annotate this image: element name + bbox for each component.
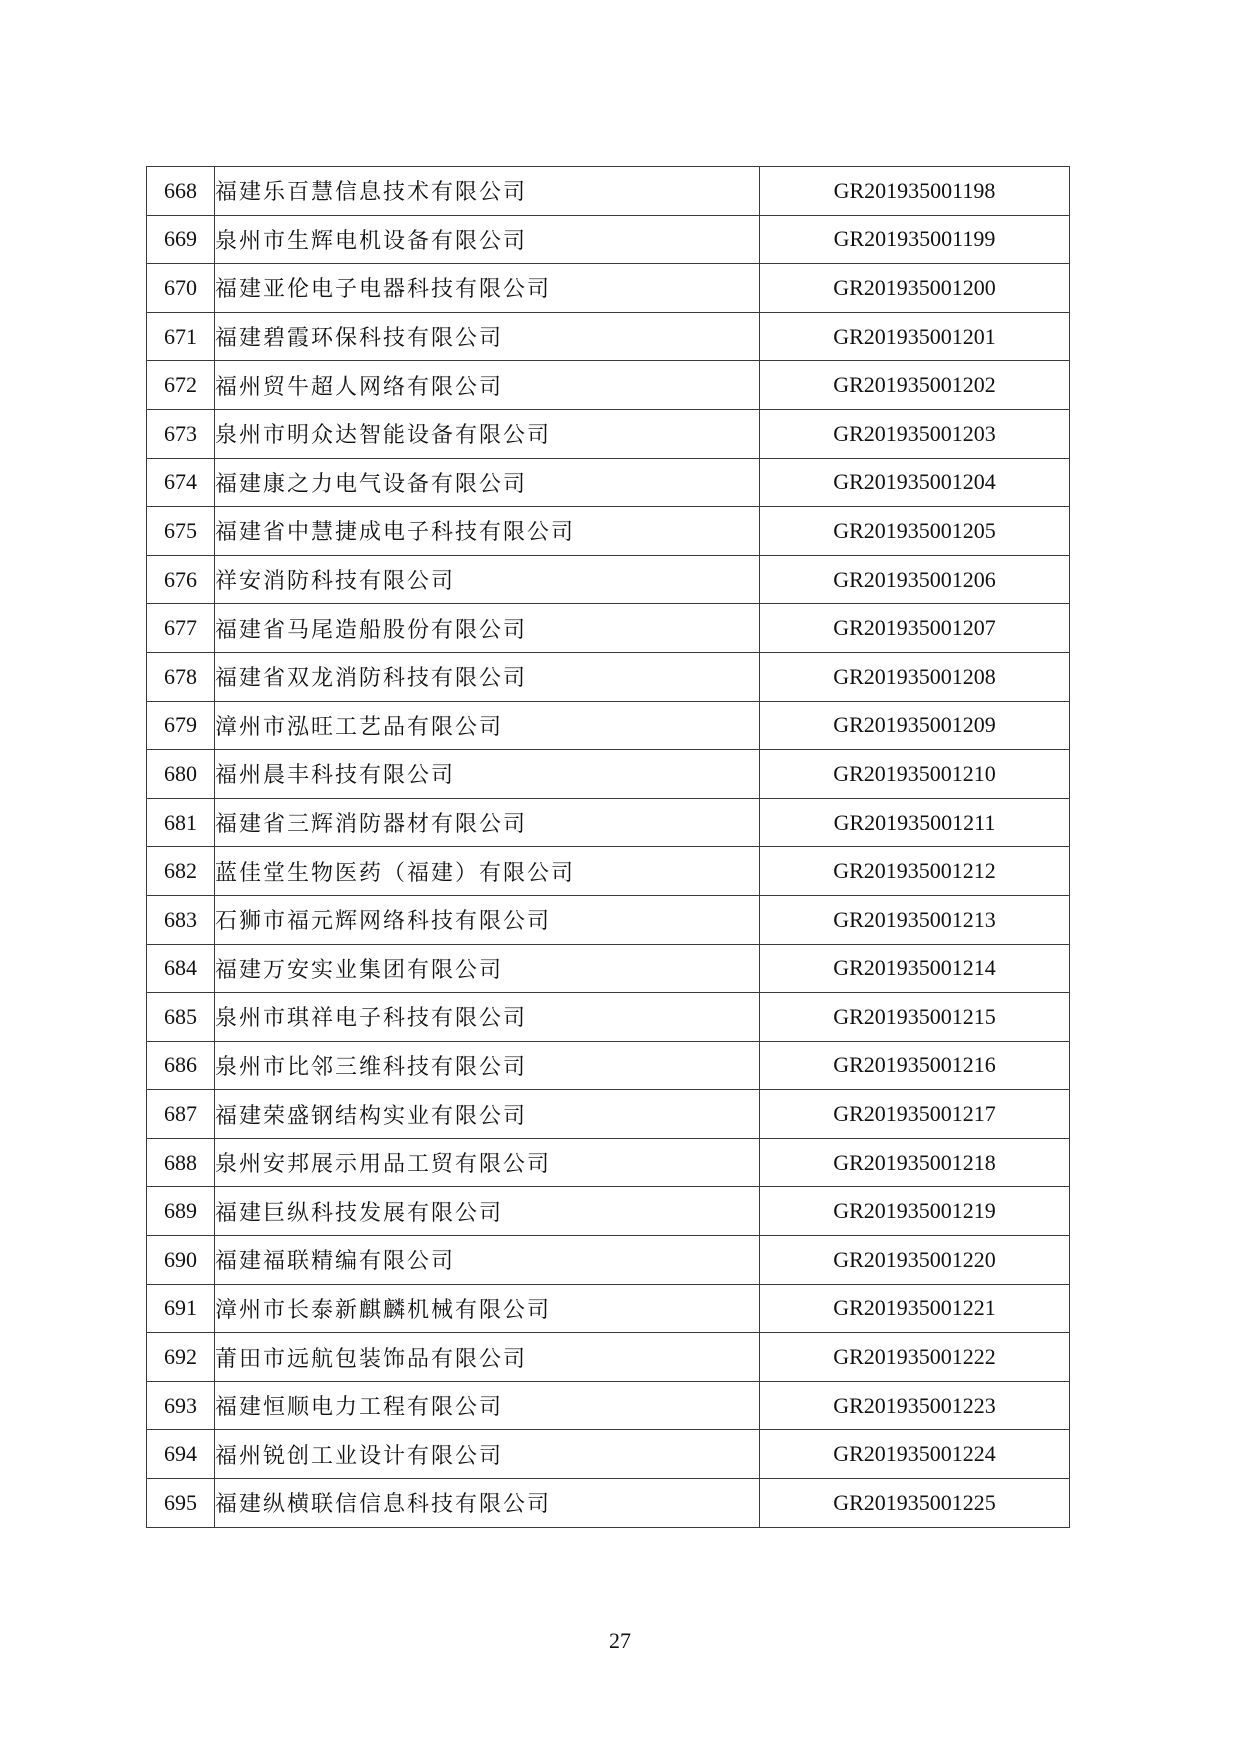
certificate-code: GR201935001200 bbox=[760, 264, 1070, 313]
certificate-code: GR201935001219 bbox=[760, 1187, 1070, 1236]
row-number: 668 bbox=[147, 167, 215, 216]
company-name: 福建省中慧捷成电子科技有限公司 bbox=[215, 507, 760, 556]
row-number: 690 bbox=[147, 1236, 215, 1285]
company-name: 福州贸牛超人网络有限公司 bbox=[215, 361, 760, 410]
table-row bbox=[147, 555, 1070, 604]
row-number: 694 bbox=[147, 1430, 215, 1479]
certificate-code: GR201935001207 bbox=[760, 604, 1070, 653]
company-name: 福建省双龙消防科技有限公司 bbox=[215, 652, 760, 701]
company-name: 泉州市明众达智能设备有限公司 bbox=[215, 409, 760, 458]
company-name: 福州晨丰科技有限公司 bbox=[215, 750, 760, 799]
certificate-code: GR201935001205 bbox=[760, 507, 1070, 556]
certificate-code: GR201935001214 bbox=[760, 944, 1070, 993]
table-row bbox=[147, 1479, 1070, 1528]
certificate-code: GR201935001199 bbox=[760, 215, 1070, 264]
certificate-code: GR201935001223 bbox=[760, 1381, 1070, 1430]
company-name: 福建纵横联信信息科技有限公司 bbox=[215, 1479, 760, 1528]
certificate-code: GR201935001208 bbox=[760, 652, 1070, 701]
table-row bbox=[147, 1430, 1070, 1479]
row-number: 672 bbox=[147, 361, 215, 410]
table-row bbox=[147, 264, 1070, 313]
table-row bbox=[147, 944, 1070, 993]
row-number: 669 bbox=[147, 215, 215, 264]
row-number: 675 bbox=[147, 507, 215, 556]
table-row bbox=[147, 993, 1070, 1042]
row-number: 693 bbox=[147, 1381, 215, 1430]
table-row bbox=[147, 895, 1070, 944]
row-number: 674 bbox=[147, 458, 215, 507]
company-name: 福建省马尾造船股份有限公司 bbox=[215, 604, 760, 653]
company-name: 福建福联精编有限公司 bbox=[215, 1236, 760, 1285]
row-number: 682 bbox=[147, 847, 215, 896]
table-row bbox=[147, 312, 1070, 361]
company-name: 福建亚伦电子电器科技有限公司 bbox=[215, 264, 760, 313]
company-name: 福建康之力电气设备有限公司 bbox=[215, 458, 760, 507]
table-row bbox=[147, 701, 1070, 750]
row-number: 684 bbox=[147, 944, 215, 993]
row-number: 678 bbox=[147, 652, 215, 701]
company-name: 福建碧霞环保科技有限公司 bbox=[215, 312, 760, 361]
certificate-code: GR201935001209 bbox=[760, 701, 1070, 750]
row-number: 695 bbox=[147, 1479, 215, 1528]
table-row bbox=[147, 458, 1070, 507]
company-name: 福建恒顺电力工程有限公司 bbox=[215, 1381, 760, 1430]
company-certificate-table bbox=[146, 166, 1070, 1528]
table-row bbox=[147, 507, 1070, 556]
company-name: 漳州市泓旺工艺品有限公司 bbox=[215, 701, 760, 750]
table-row bbox=[147, 847, 1070, 896]
certificate-code: GR201935001222 bbox=[760, 1333, 1070, 1382]
row-number: 677 bbox=[147, 604, 215, 653]
company-name: 蓝佳堂生物医药（福建）有限公司 bbox=[215, 847, 760, 896]
row-number: 686 bbox=[147, 1041, 215, 1090]
company-name: 福建省三辉消防器材有限公司 bbox=[215, 798, 760, 847]
table-row bbox=[147, 1381, 1070, 1430]
table-row bbox=[147, 1138, 1070, 1187]
table-row bbox=[147, 652, 1070, 701]
certificate-code: GR201935001215 bbox=[760, 993, 1070, 1042]
row-number: 679 bbox=[147, 701, 215, 750]
table-row bbox=[147, 1333, 1070, 1382]
certificate-code: GR201935001216 bbox=[760, 1041, 1070, 1090]
company-name: 泉州市生辉电机设备有限公司 bbox=[215, 215, 760, 264]
company-name: 石狮市福元辉网络科技有限公司 bbox=[215, 895, 760, 944]
page-number: 27 bbox=[609, 1628, 631, 1653]
table-row bbox=[147, 798, 1070, 847]
certificate-code: GR201935001203 bbox=[760, 409, 1070, 458]
row-number: 692 bbox=[147, 1333, 215, 1382]
row-number: 681 bbox=[147, 798, 215, 847]
company-name: 福建荣盛钢结构实业有限公司 bbox=[215, 1090, 760, 1139]
table-row bbox=[147, 1041, 1070, 1090]
certificate-code: GR201935001204 bbox=[760, 458, 1070, 507]
row-number: 671 bbox=[147, 312, 215, 361]
certificate-code: GR201935001202 bbox=[760, 361, 1070, 410]
row-number: 691 bbox=[147, 1284, 215, 1333]
company-name: 泉州安邦展示用品工贸有限公司 bbox=[215, 1138, 760, 1187]
table-row bbox=[147, 167, 1070, 216]
certificate-code: GR201935001206 bbox=[760, 555, 1070, 604]
company-name: 泉州市比邻三维科技有限公司 bbox=[215, 1041, 760, 1090]
company-name: 福建乐百慧信息技术有限公司 bbox=[215, 167, 760, 216]
row-number: 687 bbox=[147, 1090, 215, 1139]
certificate-code: GR201935001211 bbox=[760, 798, 1070, 847]
certificate-code: GR201935001198 bbox=[760, 167, 1070, 216]
row-number: 676 bbox=[147, 555, 215, 604]
row-number: 688 bbox=[147, 1138, 215, 1187]
row-number: 685 bbox=[147, 993, 215, 1042]
row-number: 683 bbox=[147, 895, 215, 944]
table-row bbox=[147, 604, 1070, 653]
table-row bbox=[147, 215, 1070, 264]
row-number: 673 bbox=[147, 409, 215, 458]
certificate-code: GR201935001221 bbox=[760, 1284, 1070, 1333]
table-row bbox=[147, 361, 1070, 410]
company-name: 福州锐创工业设计有限公司 bbox=[215, 1430, 760, 1479]
row-number: 680 bbox=[147, 750, 215, 799]
certificate-code: GR201935001213 bbox=[760, 895, 1070, 944]
table-body bbox=[147, 167, 1070, 1528]
row-number: 670 bbox=[147, 264, 215, 313]
table-row bbox=[147, 1284, 1070, 1333]
company-name: 福建万安实业集团有限公司 bbox=[215, 944, 760, 993]
table-row bbox=[147, 1090, 1070, 1139]
certificate-code: GR201935001224 bbox=[760, 1430, 1070, 1479]
certificate-code: GR201935001201 bbox=[760, 312, 1070, 361]
table-row bbox=[147, 409, 1070, 458]
certificate-code: GR201935001217 bbox=[760, 1090, 1070, 1139]
certificate-code: GR201935001212 bbox=[760, 847, 1070, 896]
company-name: 福建巨纵科技发展有限公司 bbox=[215, 1187, 760, 1236]
company-name: 漳州市长泰新麒麟机械有限公司 bbox=[215, 1284, 760, 1333]
table-row bbox=[147, 1187, 1070, 1236]
certificate-code: GR201935001220 bbox=[760, 1236, 1070, 1285]
row-number: 689 bbox=[147, 1187, 215, 1236]
company-name: 祥安消防科技有限公司 bbox=[215, 555, 760, 604]
company-name: 莆田市远航包装饰品有限公司 bbox=[215, 1333, 760, 1382]
company-name: 泉州市琪祥电子科技有限公司 bbox=[215, 993, 760, 1042]
certificate-code: GR201935001218 bbox=[760, 1138, 1070, 1187]
table-row bbox=[147, 1236, 1070, 1285]
certificate-code: GR201935001210 bbox=[760, 750, 1070, 799]
table-row bbox=[147, 750, 1070, 799]
certificate-code: GR201935001225 bbox=[760, 1479, 1070, 1528]
